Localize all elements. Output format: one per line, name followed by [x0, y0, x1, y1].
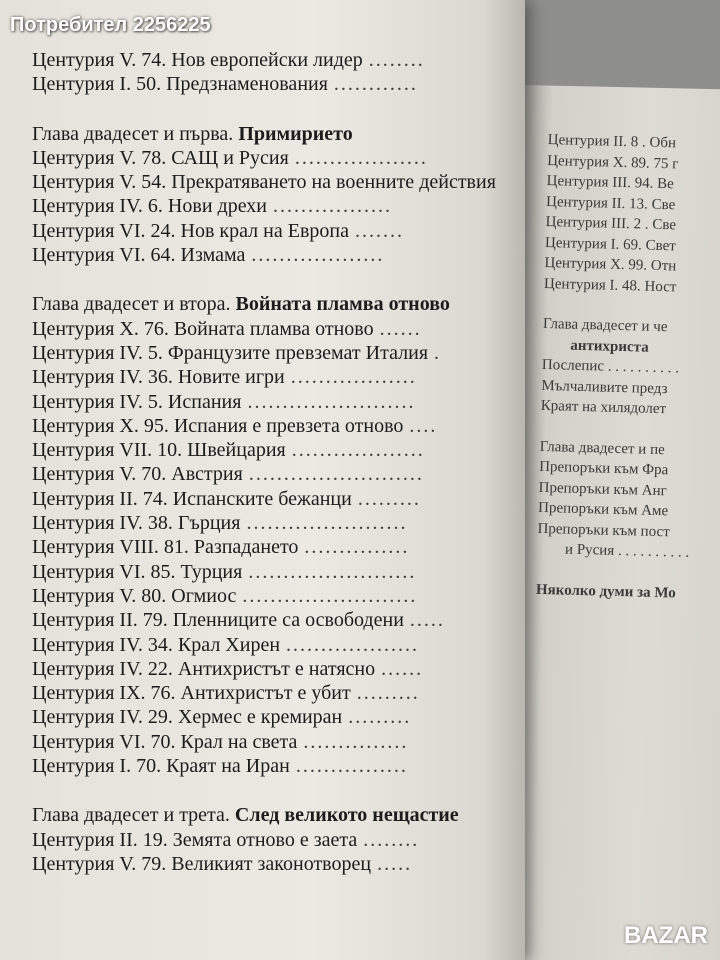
toc-line: Центурия IV. 29. Хермес е кремиран ......... — [32, 706, 412, 729]
toc-line: Мълчаливите предз — [541, 377, 668, 397]
left-page-contents — [32, 48, 522, 876]
toc-line: Центурия II. 13. Све — [545, 193, 676, 213]
toc-line: Центурия VI. 85. Турция ........................ — [32, 560, 417, 583]
toc-line: Центурия IV. 22. Антихристът е натясно ...... — [32, 657, 424, 680]
toc-line: Центурия II. 74. Испанските бежанци ......... — [32, 487, 421, 510]
toc-line: Центурия IV. 5. Испания ........................ — [32, 390, 416, 413]
toc-line: Центурия IV. 5. Французите превземат Италия . — [32, 341, 442, 364]
toc-line: Центурия VI. 24. Нов крал на Европа ....... — [32, 219, 404, 242]
toc-line: Центурия IX. 76. Антихристът е убит ......... — [32, 682, 420, 705]
toc-line: Центурия II. 19. Земята отново е заета ........ — [32, 828, 420, 851]
toc-line: Центурия III. 2 . Све — [545, 213, 677, 234]
toc-line: Центурия V. 54. Прекратяването на военните действия — [32, 171, 496, 194]
toc-line: Центурия X. 95. Испания е превзета отново .... — [32, 414, 438, 437]
toc-line: Препоръки към Анг — [538, 479, 667, 499]
toc-line: Препоръки към Аме — [537, 499, 669, 520]
chapter-heading-21: Глава двадесет и първа. Примирието — [32, 122, 353, 145]
chapter-heading-24: Глава двадесет и че — [542, 315, 668, 336]
toc-line: и Русия . . . . . . . . . . — [564, 541, 690, 561]
toc-line: Центурия V. 78. САЩ и Русия ................... — [32, 146, 428, 169]
toc-line: Центурия V. 74. Нов европейски лидер ........ — [32, 49, 425, 71]
toc-line: Центурия IV. 38. Гърция ....................... — [32, 512, 408, 535]
toc-line: Центурия VII. 10. Швейцария ................... — [32, 439, 425, 462]
bazar-logo: BAZAR — [624, 922, 708, 949]
toc-line: Центурия IV. 36. Новите игри .................. — [32, 366, 417, 389]
toc-line: Центурия IV. 6. Нови дрехи ................. — [32, 195, 393, 218]
chapter-heading-23: Глава двадесет и трета. След великото нещастие — [32, 804, 459, 827]
toc-line: Послепис . . . . . . . . . . — [541, 356, 680, 377]
toc-line: Центурия VIII. 81. Разпадането ............... — [32, 536, 410, 559]
toc-line: Препоръки към Фра — [538, 458, 669, 479]
right-page-contents — [536, 130, 720, 605]
toc-line: Центурия X. 89. 75 г — [546, 152, 679, 172]
toc-line: Краят на хилядолет — [540, 397, 667, 418]
toc-line: Центурия III. 94. Ве — [546, 172, 675, 193]
chapter-heading-25: Глава двадесет и пе — [539, 438, 665, 458]
toc-line: Центурия VI. 70. Крал на света ............... — [32, 730, 409, 753]
toc-line: Центурия X. 76. Войната пламва отново ...... — [32, 317, 422, 340]
toc-line: Центурия II. 8 . Обн — [547, 131, 677, 152]
toc-line: Препоръки към пост — [537, 520, 670, 540]
toc-line: Центурия VI. 64. Измама ................... — [32, 244, 385, 267]
toc-line: Центурия I. 69. Свет — [544, 234, 676, 254]
chapter-title-24: антихриста — [570, 337, 649, 356]
toc-line: Центурия V. 79. Великият законотворец ..... — [32, 852, 413, 875]
user-watermark: Потребител 2256225 — [10, 14, 211, 36]
toc-line: Центурия I. 50. Предзнаменования ............ — [32, 73, 418, 96]
toc-line: Центурия I. 70. Краят на Иран ................ — [32, 755, 408, 778]
toc-line: Центурия V. 70. Австрия ......................... — [32, 463, 424, 486]
toc-line: Центурия II. 79. Пленниците са освободени ..... — [32, 609, 445, 632]
toc-line: Центурия V. 80. Огмиос ......................... — [32, 584, 418, 607]
toc-line: Центурия IV. 34. Крал Хирен ................... — [32, 633, 420, 656]
chapter-heading-22: Глава двадесет и втора. Войната пламва отново — [32, 293, 450, 316]
toc-line: Центурия I. 48. Ност — [543, 275, 677, 295]
final-heading: Няколко думи за Мо — [535, 581, 677, 602]
toc-line: Центурия X. 99. Отн — [544, 254, 677, 275]
